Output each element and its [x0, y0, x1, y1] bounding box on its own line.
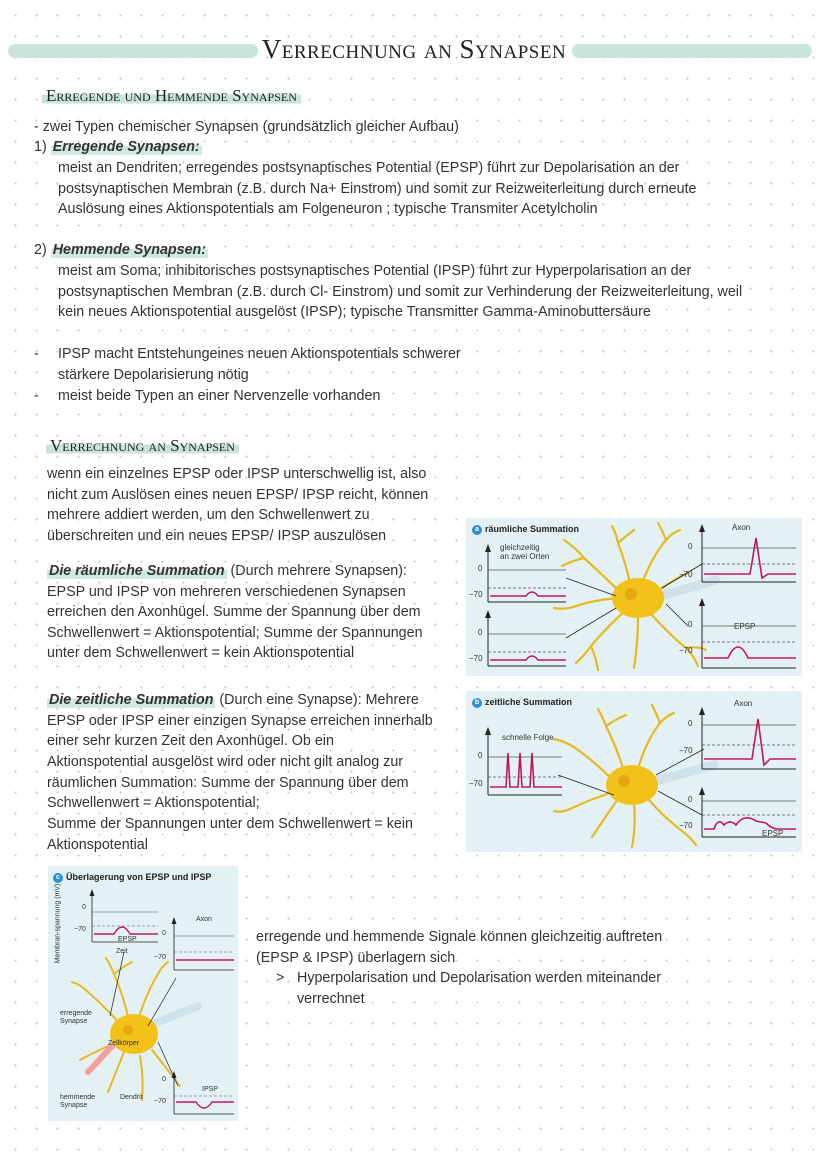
figure-c-minus70-1: −70 [74, 926, 86, 933]
zeitlich-line-4: räumlichen Summation: Summe der Spannung über dem [47, 775, 409, 791]
figure-a-zero-4: 0 [688, 620, 693, 629]
verrechnung-line-2: nicht zum Auslösen eines neuen EPSP/ IPSP reicht, können [47, 487, 429, 503]
figure-c-dendrit-label: Dendrit [120, 1094, 143, 1101]
bullet-text-2: stärkere Depolarisierung nötig [58, 367, 249, 383]
bullet-mark-3: - [34, 388, 39, 404]
figure-c-minus70-2: −70 [154, 954, 166, 961]
figure-a-title: räumliche Summation [485, 524, 580, 534]
raeumlich-header [47, 561, 407, 582]
figure-a-plot-axon [699, 524, 796, 582]
zeitlich-line-3: Aktionspotential ausgelöst wird oder nicht gilt analog zur [47, 754, 404, 770]
figure-a-label-simultan-2: an zwei Orten [500, 552, 550, 561]
figure-b-badge: b [472, 698, 482, 708]
raeumlich-suffix: (Durch mehrere Synapsen): [226, 563, 407, 579]
figure-zeitliche-summation [466, 691, 802, 852]
zeitlich-title: Die zeitliche Summation [49, 692, 214, 708]
neuron-c-inhibitory-input [88, 1044, 114, 1072]
figure-b-zero-2: 0 [688, 719, 693, 728]
figure-c-zero-2: 0 [162, 930, 166, 937]
figure-c-epsp-label: EPSP [118, 936, 137, 943]
figure-a-label-simultan-1: gleichzeitig [500, 543, 540, 552]
raeumlich-line-3: Schwellenwert = Aktionspotential; Summe der Spannungen [47, 625, 423, 641]
raeumlich-line-4: unter dem Schwellenwert = kein Aktionspotential [47, 645, 355, 661]
overlay-line-2: (EPSP & IPSP) überlagern sich [256, 950, 456, 966]
overlay-bullet-line-1: Hyperpolarisation und Depolarisation werden miteinander [297, 970, 661, 986]
item2-line-1: meist am Soma; inhibitorisches postsynaptisches Potential (IPSP) führt zur Hyperpolarisation an der [58, 263, 692, 279]
figure-c-zero-1: 0 [82, 904, 86, 911]
figure-a-zero-1: 0 [478, 564, 483, 573]
figure-c-title: Überlagerung von EPSP und IPSP [66, 872, 212, 882]
figure-a-plot-left-bottom [485, 610, 566, 666]
figure-c-axon-label: Axon [196, 916, 212, 923]
figure-a-epsp-label: EPSP [734, 622, 756, 631]
neuron-b-nucleus [618, 775, 630, 787]
figure-a-zero-2: 0 [478, 628, 483, 637]
figure-a-axon-label: Axon [732, 523, 751, 532]
intro-line: - zwei Typen chemischer Synapsen (grundsätzlich gleicher Aufbau) [34, 119, 459, 135]
zeitlich-suffix: (Durch eine Synapse): Mehrere [215, 692, 419, 708]
raeumlich-line-2: erreichen den Axonhügel. Summe der Spannung über dem [47, 604, 421, 620]
item2-line-2: postsynaptischen Membran (z.B. durch Cl- Einstrom) und somit zur Verhinderung der Reizweiterleitung, weil [58, 284, 743, 300]
item1-line-1: meist an Dendriten; erregendes postsynaptisches Potential (EPSP) führt zur Depolarisation an der [58, 160, 680, 176]
figure-c-minus70-3: −70 [154, 1098, 166, 1105]
figure-b-minus70-3: −70 [679, 821, 693, 830]
figure-c-badge: c [53, 873, 63, 883]
neuron-c-axon [148, 1006, 198, 1026]
zeitlich-line-7: Aktionspotential [47, 837, 148, 853]
section-heading-text: Erregende und Hemmende Synapsen [42, 86, 301, 105]
figure-c-plot-axon [172, 917, 235, 970]
overlay-line-1: erregende und hemmende Signale können gleichzeitig auftreten [256, 929, 663, 945]
figure-a-zero-3: 0 [688, 542, 693, 551]
section-heading-verrechnung [42, 436, 243, 456]
figure-b-minus70-1: −70 [469, 779, 483, 788]
figure-b-graphic [466, 691, 802, 852]
verrechnung-line-1: wenn ein einzelnes EPSP oder IPSP unterschwellig ist, also [47, 466, 427, 482]
neuron-nucleus [625, 588, 637, 600]
section-heading-synapsen [38, 86, 305, 106]
figure-b-axon-label: Axon [734, 699, 753, 708]
zeitlich-line-6: Summe der Spannungen unter dem Schwellenwert = kein [47, 816, 413, 832]
neuron-c-soma [110, 1014, 158, 1054]
bullet-mark-1: - [34, 346, 39, 362]
raeumlich-title: Die räumliche Summation [49, 563, 225, 579]
figure-ueberlagerung [48, 866, 238, 1121]
zeitlich-line-2: einer sehr kurzen Zeit den Axonhügel. Ob ein [47, 733, 334, 749]
figure-c-ylabel: Membran-spannung (mV) [54, 883, 62, 964]
item2-title: Hemmende Synapsen: [52, 242, 207, 258]
figure-b-plot-axon [699, 707, 796, 769]
figure-a-minus70-4: −70 [679, 646, 693, 655]
item1-number: 1) [34, 139, 47, 155]
figure-b-title: zeitliche Summation [485, 697, 573, 707]
item2-header [34, 240, 208, 261]
item1-title: Erregende Synapsen: [52, 139, 200, 155]
item1-line-3: Auslösung eines Aktionspotentials am Folgeneuron ; typische Transmiter Acetylcholin [58, 201, 598, 217]
figure-c-zellkoerper-label: Zellkörper [108, 1040, 140, 1047]
section2-heading-text: Verrechnung an Synapsen [46, 436, 239, 455]
figure-b-epsp-label: EPSP [762, 829, 784, 838]
figure-a-minus70-2: −70 [469, 654, 483, 663]
item1-header [34, 137, 202, 158]
figure-c-plot-epsp [90, 889, 159, 942]
neuron-b-soma [606, 765, 658, 805]
raeumlich-line-1: EPSP und IPSP von mehreren verschiedenen Synapsen [47, 584, 406, 600]
neuron-b-axon [656, 765, 714, 781]
overlay-bullet-mark: > [276, 970, 285, 986]
item1-line-2: postsynaptischen Membran (z.B. durch Na+ Einstrom) und somit zur Reizweiterleitung durch erneute [58, 181, 697, 197]
verrechnung-line-4: überschreiten und ein neues EPSP/ IPSP auszulösen [47, 528, 387, 544]
bullet-text-1: IPSP macht Entstehungeines neuen Aktionspotentials schwerer [58, 346, 461, 362]
figure-a-plot-epsp [699, 598, 796, 668]
overlay-bullet-line-2: verrechnet [297, 991, 365, 1007]
zeitlich-line-5: Schwellenwert = Aktionspotential; [47, 795, 260, 811]
bullet-text-3: meist beide Typen an einer Nervenzelle vorhanden [58, 388, 381, 404]
neuron-c-nucleus [123, 1025, 133, 1035]
zeitlich-header [47, 690, 419, 711]
figure-c-zero-3: 0 [162, 1076, 166, 1083]
item2-line-3: kein neues Aktionspotential ausgelöst (IPSP); typische Transmitter Gamma-Aminobuttersäure [58, 304, 651, 320]
figure-raeumliche-summation [466, 518, 802, 676]
figure-c-graphic [48, 866, 238, 1121]
figure-c-ipsp-label: IPSP [202, 1086, 218, 1093]
figure-b-zero-1: 0 [478, 751, 483, 760]
figure-c-erregende-2: Synapse [60, 1018, 88, 1025]
figure-b-zero-3: 0 [688, 795, 693, 804]
figure-a-graphic [466, 518, 802, 676]
figure-c-zeit-label: Zeit [116, 948, 128, 955]
figure-c-erregende-1: erregende [60, 1010, 92, 1017]
figure-b-minus70-2: −70 [679, 746, 693, 755]
page-title: Verrechnung an Synapsen [261, 34, 567, 64]
figure-c-hemmende-2: Synapse [60, 1102, 88, 1109]
item2-number: 2) [34, 242, 47, 258]
figure-a-minus70-3: −70 [679, 570, 693, 579]
figure-b-label-fast: schnelle Folge [502, 733, 554, 742]
neuron-soma [612, 578, 664, 618]
figure-c-hemmende-1: hemmende [60, 1094, 96, 1101]
zeitlich-line-1: EPSP oder IPSP einer einzigen Synapse erreichen innerhalb [47, 713, 433, 729]
verrechnung-line-3: mehrere addiert werden, um den Schwellenwert zu [47, 507, 370, 523]
figure-a-badge: a [472, 525, 482, 535]
figure-a-minus70-1: −70 [469, 590, 483, 599]
